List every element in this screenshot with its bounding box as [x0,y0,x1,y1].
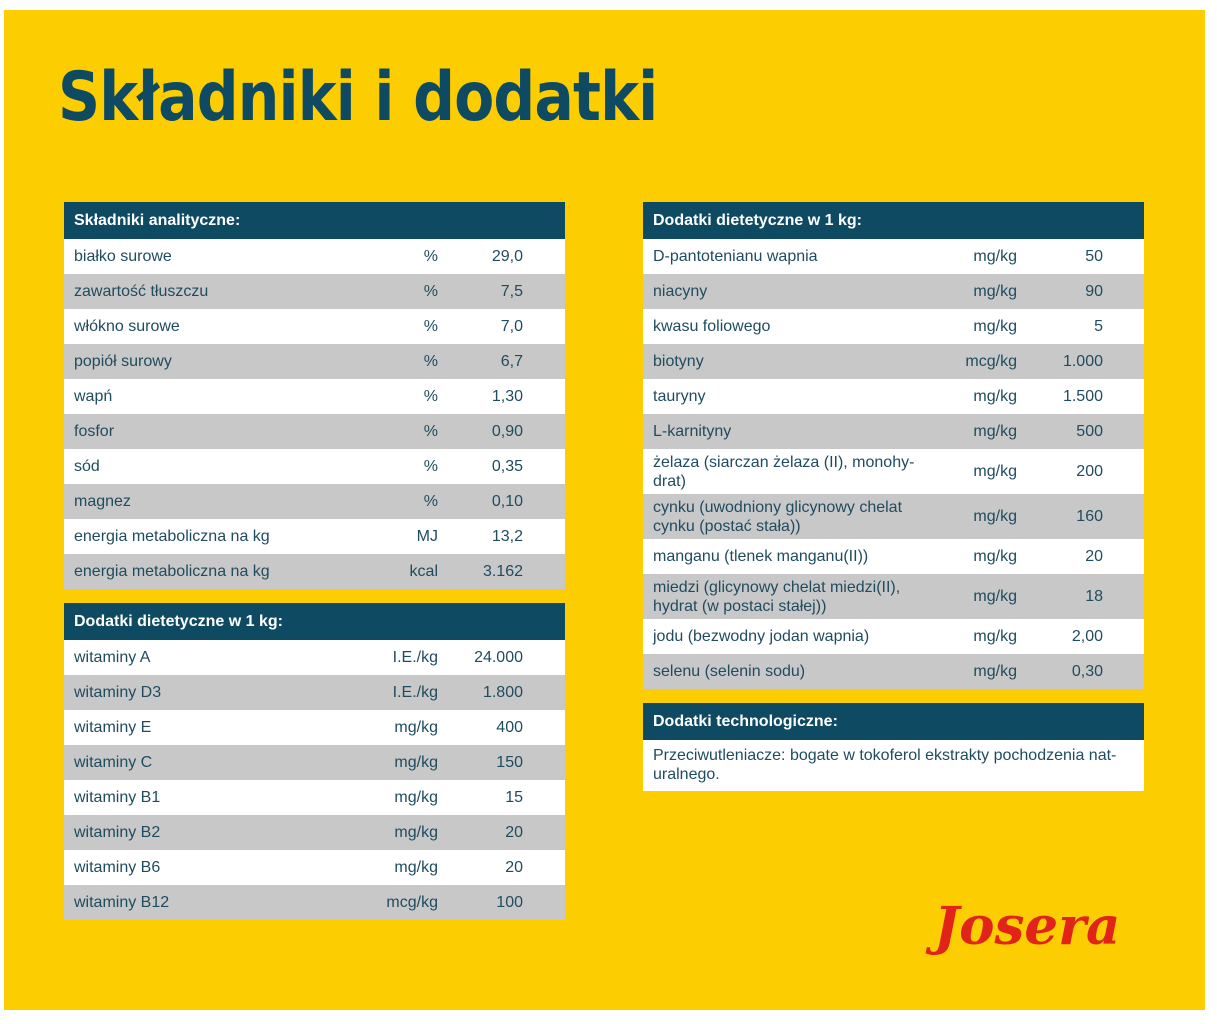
minerals-table-header: Dodatki dietetyczne w 1 kg: [643,202,1144,239]
ingredient-value: 24.000 [474,648,523,666]
ingredient-value: 100 [496,893,523,911]
ingredient-unit: mg/kg [973,247,1017,265]
ingredient-value: 5 [1094,317,1103,335]
ingredient-name: witaminy B6 [74,859,161,876]
ingredient-unit: mg/kg [394,788,438,806]
ingredient-name: tauryny [653,388,706,405]
ingredient-unit: mg/kg [973,422,1017,440]
minerals-table [643,202,1144,689]
table-row [64,519,565,554]
table-row [64,554,565,589]
ingredient-unit: % [423,387,438,405]
ingredient-value: 20 [1085,547,1103,565]
ingredient-value: 160 [1076,507,1103,525]
table-row [643,654,1144,689]
ingredient-value: 90 [1085,282,1103,300]
technological-table-header: Dodatki technologiczne: [643,703,1144,740]
josera-logo: Josera [934,896,1121,957]
ingredient-name: jodu (bezwodny jodan wapnia) [653,628,870,645]
table-row [64,815,565,850]
ingredient-value: 2,00 [1071,627,1103,645]
ingredient-unit: I.E./kg [392,683,438,701]
ingredient-name: witaminy B12 [74,894,170,911]
ingredient-value: 1.800 [482,683,523,701]
ingredient-name: selenu (selenin sodu) [653,663,806,680]
table-row [64,239,565,274]
ingredient-name: białko surowe [74,248,172,265]
ingredient-unit: kcal [409,562,438,580]
ingredient-unit: % [423,457,438,475]
ingredient-name: żelaza (siarczan żelaza (II), monohy-drat) [653,453,915,490]
ingredient-name: witaminy C [74,754,153,771]
ingredient-value: 0,90 [491,422,523,440]
ingredient-value: 7,5 [500,282,523,300]
analytical-table-body [64,239,565,589]
ingredient-value: 200 [1076,462,1103,480]
ingredient-name: manganu (tlenek manganu(II)) [653,548,869,565]
ingredient-value: 15 [505,788,523,806]
table-row [643,414,1144,449]
ingredient-name: sód [74,458,100,475]
ingredient-unit: % [423,492,438,510]
ingredient-name: włókno surowe [74,318,180,335]
ingredient-unit: mg/kg [394,858,438,876]
ingredient-unit: I.E./kg [392,648,438,666]
ingredient-value: 1,30 [491,387,523,405]
table-row [64,710,565,745]
ingredient-name: witaminy E [74,719,152,736]
table-row [64,449,565,484]
ingredient-name: niacyny [653,283,708,300]
ingredient-unit: % [423,317,438,335]
ingredient-unit: mg/kg [973,547,1017,565]
ingredient-value: 500 [1076,422,1103,440]
ingredient-value: 0,30 [1071,662,1103,680]
table-row [64,675,565,710]
ingredient-value: 50 [1085,247,1103,265]
ingredient-name: energia metaboliczna na kg [74,528,270,545]
table-row [64,274,565,309]
ingredient-name: kwasu foliowego [653,318,771,335]
ingredient-unit: mg/kg [973,662,1017,680]
ingredient-value: 3.162 [482,562,523,580]
ingredient-unit: % [423,282,438,300]
table-row [64,745,565,780]
ingredient-name: magnez [74,493,131,510]
analytical-table-header: Składniki analityczne: [64,202,565,239]
ingredient-name: witaminy B2 [74,824,161,841]
ingredient-unit: mcg/kg [386,893,438,911]
ingredient-name: L-karnityny [653,423,732,440]
minerals-table-body [643,239,1144,689]
table-row [64,640,565,675]
ingredient-unit: mg/kg [973,627,1017,645]
table-row [643,574,1144,619]
ingredient-name: cynku (uwodniony glicynowy chelat cynku (postać stała)) [653,498,903,535]
table-row [643,619,1144,654]
ingredient-value: 1.500 [1062,387,1103,405]
vitamins-table-header: Dodatki dietetyczne w 1 kg: [64,603,565,640]
ingredient-name: witaminy A [74,649,151,666]
table-row [64,850,565,885]
ingredient-unit: mg/kg [394,718,438,736]
ingredient-name: wapń [74,388,113,405]
ingredient-name: energia metaboliczna na kg [74,563,270,580]
ingredient-unit: mg/kg [973,462,1017,480]
table-row [643,274,1144,309]
ingredient-value: 29,0 [491,247,523,265]
table-row [643,494,1144,539]
ingredient-value: 20 [505,858,523,876]
table-row [64,780,565,815]
page-title: Składniki i dodatki [58,58,658,137]
table-row [64,344,565,379]
table-row [64,414,565,449]
table-row [64,885,565,920]
ingredient-value: 400 [496,718,523,736]
ingredient-unit: mg/kg [394,753,438,771]
table-row [643,309,1144,344]
ingredient-unit: mg/kg [973,387,1017,405]
ingredient-value: 6,7 [500,352,523,370]
ingredient-name: D-pantotenianu wapnia [653,248,818,265]
ingredient-unit: mg/kg [973,317,1017,335]
ingredient-value: 13,2 [491,527,523,545]
technological-table [643,703,1144,791]
ingredient-unit: % [423,422,438,440]
ingredient-unit: mg/kg [973,507,1017,525]
table-row [643,239,1144,274]
table-row [643,539,1144,574]
table-row [643,379,1144,414]
table-row [643,344,1144,379]
ingredient-unit: mg/kg [394,823,438,841]
table-row [64,379,565,414]
ingredient-name: miedzi (glicynowy chelat miedzi(II), hydrat (w postaci stałej)) [653,578,901,615]
table-row [64,309,565,344]
ingredient-unit: mcg/kg [965,352,1017,370]
ingredient-name: witaminy B1 [74,789,161,806]
ingredient-name: biotyny [653,353,704,370]
ingredient-value: 20 [505,823,523,841]
ingredient-name: zawartość tłuszczu [74,283,209,300]
ingredient-name: fosfor [74,423,115,440]
ingredient-value: 0,10 [491,492,523,510]
ingredient-unit: mg/kg [973,282,1017,300]
ingredient-unit: % [423,352,438,370]
technological-text: Przeciwutleniacze: bogate w tokoferol ekstrakty pochodzenia nat-uralnego. [643,740,1144,791]
table-row [64,484,565,519]
ingredient-unit: mg/kg [973,587,1017,605]
ingredient-value: 0,35 [491,457,523,475]
ingredient-name: popiół surowy [74,353,172,370]
table-row [643,449,1144,494]
ingredient-value: 150 [496,753,523,771]
ingredient-unit: MJ [416,527,438,545]
ingredient-unit: % [423,247,438,265]
ingredient-value: 7,0 [500,317,523,335]
analytical-table [64,202,565,589]
vitamins-table-body [64,640,565,920]
ingredient-value: 18 [1085,587,1103,605]
vitamins-table [64,603,565,920]
ingredient-name: witaminy D3 [74,684,162,701]
ingredient-value: 1.000 [1062,352,1103,370]
